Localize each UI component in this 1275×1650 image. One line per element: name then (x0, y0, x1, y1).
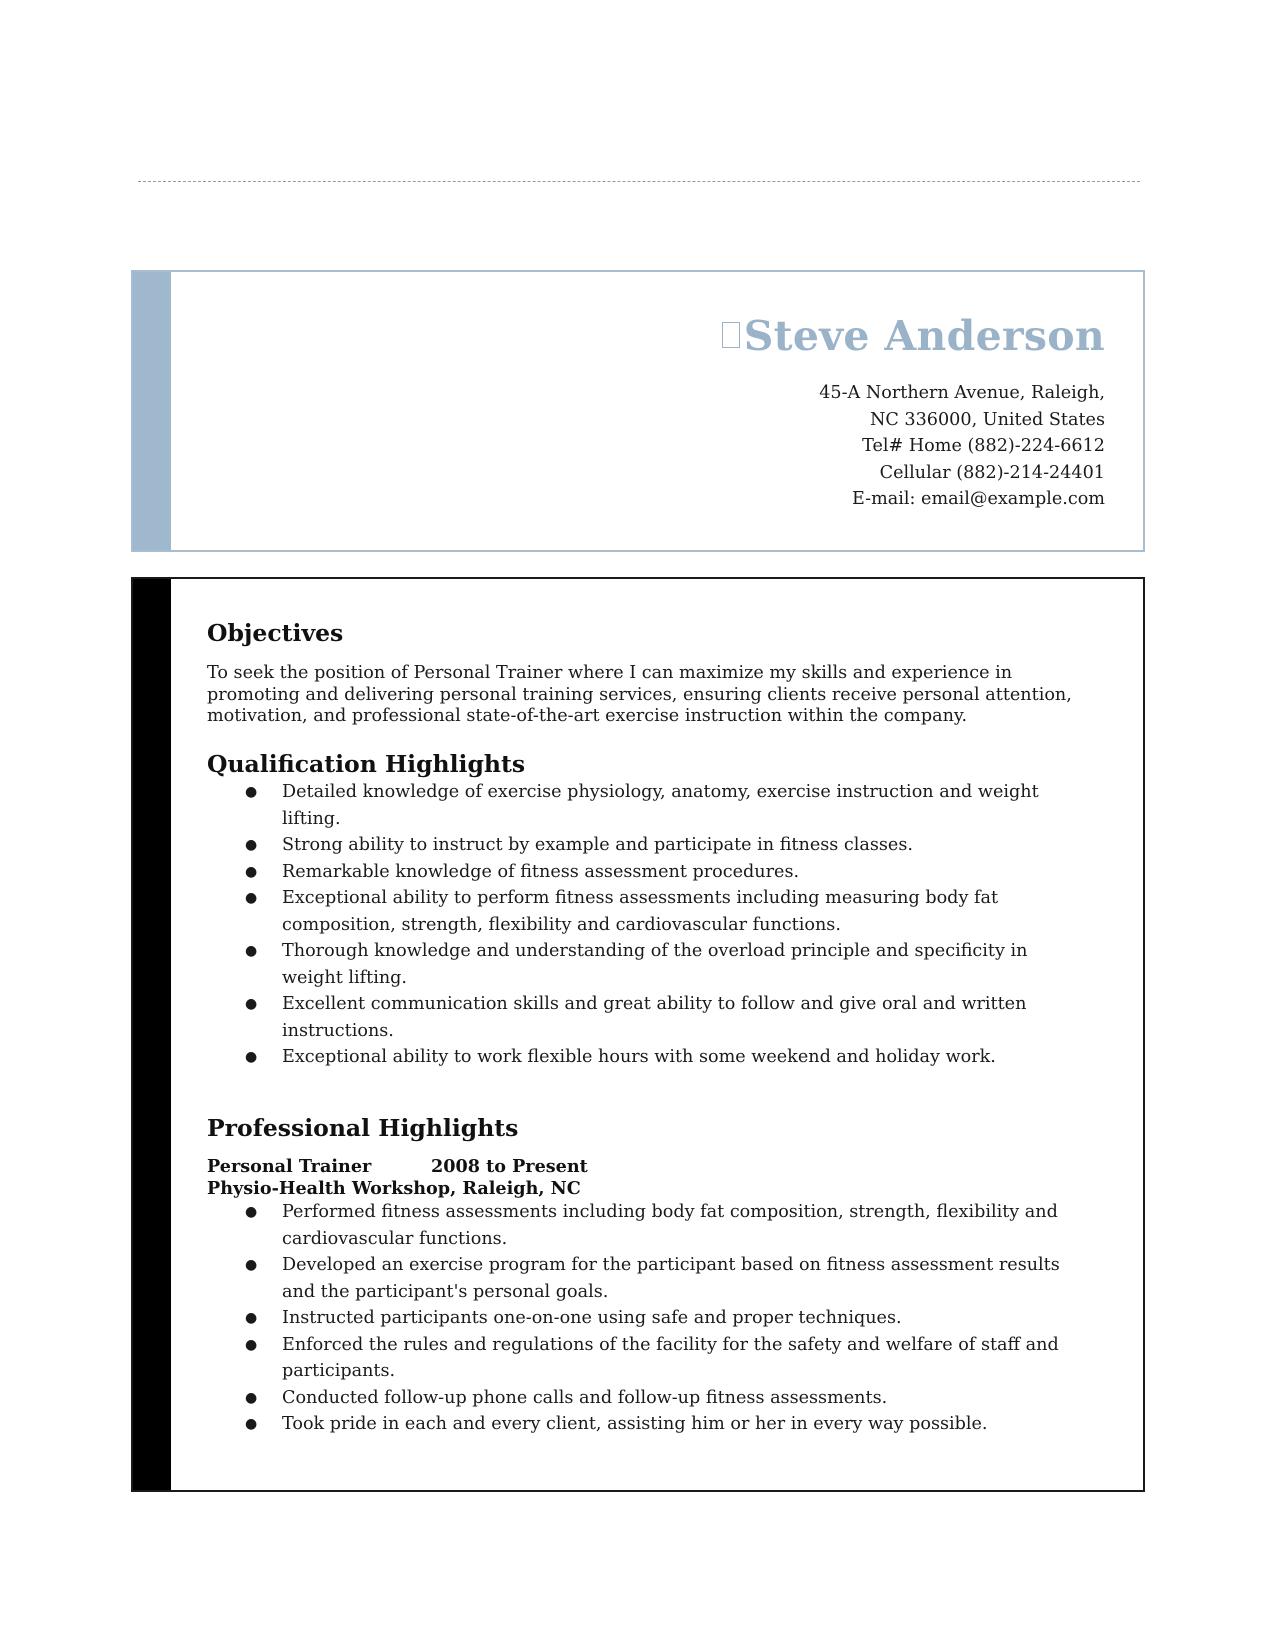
bullet-icon: ● (245, 1416, 258, 1432)
header-dashed-rule (138, 181, 1140, 182)
qualification-text: Strong ability to instruct by example and participate in fitness classes. (282, 835, 913, 855)
duty-text: Performed fitness assessments including body fat composition, strength, flexibility and cardiovascular functions. (282, 1202, 1058, 1249)
qualification-text: Thorough knowledge and understanding of the overload principle and specificity in weight lifting. (282, 941, 1028, 988)
contact-block (819, 380, 1105, 513)
qualifications-heading: Qualification Highlights (207, 750, 526, 778)
qualification-text: Exceptional ability to work flexible hours with some weekend and holiday work. (282, 1047, 996, 1067)
bullet-icon: ● (245, 1310, 258, 1326)
list-item (207, 938, 1087, 991)
bullet-icon: ● (245, 1204, 258, 1220)
qualification-text: Detailed knowledge of exercise physiology, anatomy, exercise instruction and weight lifting. (282, 782, 1039, 829)
bullet-icon: ● (245, 1336, 258, 1353)
body-accent-bar (133, 579, 171, 1490)
missing-glyph-icon (722, 322, 740, 348)
bullet-icon: ● (245, 1049, 258, 1065)
candidate-name-line (722, 312, 1105, 360)
duty-text: Conducted follow-up phone calls and follow-up fitness assessments. (282, 1387, 888, 1408)
job-period: 2008 to Present (431, 1156, 588, 1177)
list-item (207, 1385, 1087, 1412)
bullet-icon: ● (245, 943, 258, 959)
list-item (207, 1332, 1087, 1385)
list-item (207, 832, 1087, 859)
candidate-name: Steve Anderson (743, 312, 1105, 360)
list-item (207, 991, 1087, 1044)
list-item (207, 779, 1087, 832)
bullet-icon: ● (245, 837, 258, 853)
job-title: Personal Trainer (207, 1156, 372, 1177)
objectives-heading: Objectives (207, 619, 344, 647)
qualification-text: Exceptional ability to perform fitness assessments including measuring body fat composition, strength, flexibility and cardiovascular functions. (282, 888, 999, 935)
bullet-icon: ● (245, 863, 258, 880)
qualification-text: Excellent communication skills and great ability to follow and give oral and written instructions. (282, 994, 1027, 1041)
list-item (207, 859, 1087, 886)
bullet-icon: ● (245, 1389, 258, 1406)
list-item (207, 1044, 1087, 1071)
list-item (207, 1305, 1087, 1332)
cell-phone: Cellular (882)-214-24401 (879, 462, 1105, 483)
duty-text: Instructed participants one-on-one using safe and proper techniques. (282, 1308, 902, 1328)
list-item (207, 1252, 1087, 1305)
professional-list (207, 1199, 1087, 1438)
job-title-line (207, 1156, 588, 1178)
bullet-icon: ● (245, 996, 258, 1012)
duty-text: Enforced the rules and regulations of the facility for the safety and welfare of staff and participants. (282, 1334, 1059, 1381)
bullet-icon: ● (245, 1257, 258, 1273)
employer-line: Physio-Health Workshop, Raleigh, NC (207, 1178, 581, 1199)
home-phone: Tel# Home (882)-224-6612 (862, 436, 1105, 457)
resume-body-box (131, 577, 1145, 1492)
duty-text: Developed an exercise program for the participant based on fitness assessment results and the participant's personal goals. (282, 1255, 1060, 1302)
address-line-2: NC 336000, United States (869, 409, 1105, 430)
resume-header-box (131, 270, 1145, 552)
email-address: E-mail: email@example.com (851, 489, 1105, 510)
list-item (207, 1411, 1087, 1438)
qualification-text: Remarkable knowledge of fitness assessment procedures. (282, 861, 800, 882)
list-item (207, 885, 1087, 938)
bullet-icon: ● (245, 784, 258, 800)
bullet-icon: ● (245, 890, 258, 906)
professional-heading: Professional Highlights (207, 1114, 519, 1142)
qualifications-list (207, 779, 1087, 1071)
duty-text: Took pride in each and every client, assisting him or her in every way possible. (282, 1414, 988, 1434)
header-accent-bar (133, 272, 171, 550)
address-line-1: 45-A Northern Avenue, Raleigh, (819, 383, 1105, 403)
objectives-text: To seek the position of Personal Trainer where I can maximize my skills and experience in promoting and delivering personal training services, ensuring clients receive personal attention, motivation, and professional state-of-the-art exercise instruction within the company. (207, 663, 1072, 726)
list-item (207, 1199, 1087, 1252)
